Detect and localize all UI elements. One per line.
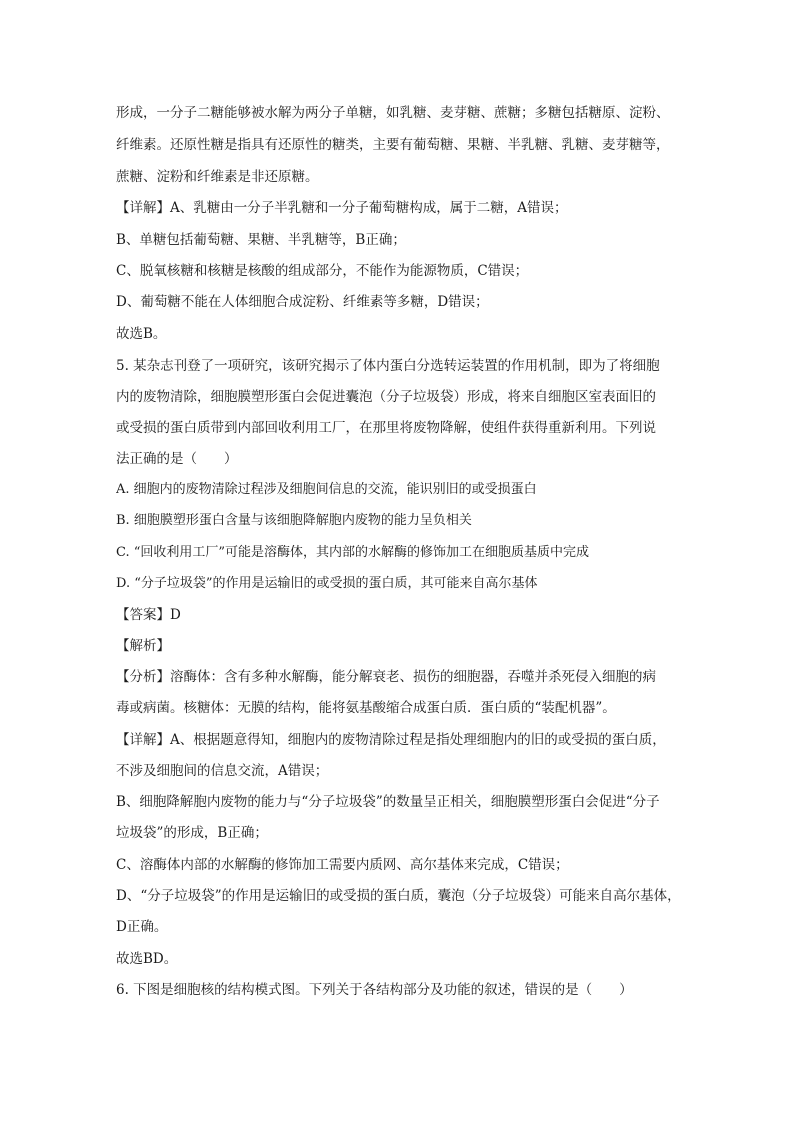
question-5-stem: 或受损的蛋白质带到内部回收利用工厂，在那里将废物降解，使组件获得重新利用。下列说 [116,420,656,436]
text-line: D、葡萄糖不能在人体细胞合成淀粉、纤维素等多糖，D错误； [116,294,489,310]
option-a: A. 细胞内的废物清除过程涉及细胞间信息的交流，能识别旧的或受损蛋白 [116,482,537,497]
text-line: C、溶酶体内部的水解酶的修饰加工需要内质网、高尔基体来完成，C错误； [116,857,569,873]
text-line: 蔗糖、淀粉和纤维素是非还原糖。 [116,169,319,185]
text-line: 故选BD。 [116,951,178,967]
option-c: C. “回收利用工厂”可能是溶酶体，其内部的水解酶的修饰加工在细胞质基质中完成 [116,545,590,560]
option-d: D. “分子垃圾袋”的作用是运输旧的或受损的蛋白质，其可能来自高尔基体 [116,576,538,591]
text-line: 垃圾袋”的形成，B正确； [116,825,268,841]
text-line: C、脱氧核糖和核糖是核酸的组成部分，不能作为能源物质，C错误； [116,263,529,279]
text-line: 不涉及细胞间的信息交流，A错误； [116,763,329,779]
text-line: D正确。 [116,919,168,935]
text-line: 【详解】A、根据题意得知，细胞内的废物清除过程是指处理细胞内的旧的或受损的蛋白质， [116,732,666,748]
question-6-stem: 6. 下图是细胞核的结构模式图。下列关于各结构部分及功能的叙述，错误的是（ ） [116,982,633,998]
text-line: 【分析】溶酶体：含有多种水解酶，能分解衰老、损伤的细胞器，吞噬并杀死侵入细胞的病 [116,669,656,685]
text-line: 毒或病菌。核糖体：无膜的结构，能将氨基酸缩合成蛋白质．蛋白质的“装配机器”。 [116,700,616,716]
option-b: B. 细胞膜塑形蛋白含量与该细胞降解胞内废物的能力呈负相关 [116,513,472,528]
analysis-heading: 【解析】 [116,638,170,654]
question-5-stem: 法正确的是（ ） [116,451,238,467]
text-line: 纤维素。还原性糖是指具有还原性的糖类，主要有葡萄糖、果糖、半乳糖、乳糖、麦芽糖等， [116,137,670,153]
text-line: 故选B。 [116,326,167,342]
text-line: B、细胞降解胞内废物的能力与“分子垃圾袋”的数量呈正相关，细胞膜塑形蛋白会促进“分子 [116,794,660,810]
question-5-stem: 5. 某杂志刊登了一项研究，该研究揭示了体内蛋白分选转运装置的作用机制，即为了将细胞 [116,358,660,374]
detail-heading-line: 【详解】A、乳糖由一分子半乳糖和一分子葡萄糖构成，属于二糖，A错误； [116,200,568,216]
text-line: D、“分子垃圾袋”的作用是运输旧的或受损的蛋白质，囊泡（分子垃圾袋）可能来自高尔基体， [116,888,681,904]
text-line: 形成，一分子二糖能够被水解为两分子单糖，如乳糖、麦芽糖、蔗糖；多糖包括糖原、淀粉、 [116,105,670,121]
answer-line: 【答案】D [116,607,181,623]
question-5-stem: 内的废物清除，细胞膜塑形蛋白会促进囊泡（分子垃圾袋）形成，将来自细胞区室表面旧的 [116,389,656,405]
text-line: B、单糖包括葡萄糖、果糖、半乳糖等，B正确； [116,232,406,248]
